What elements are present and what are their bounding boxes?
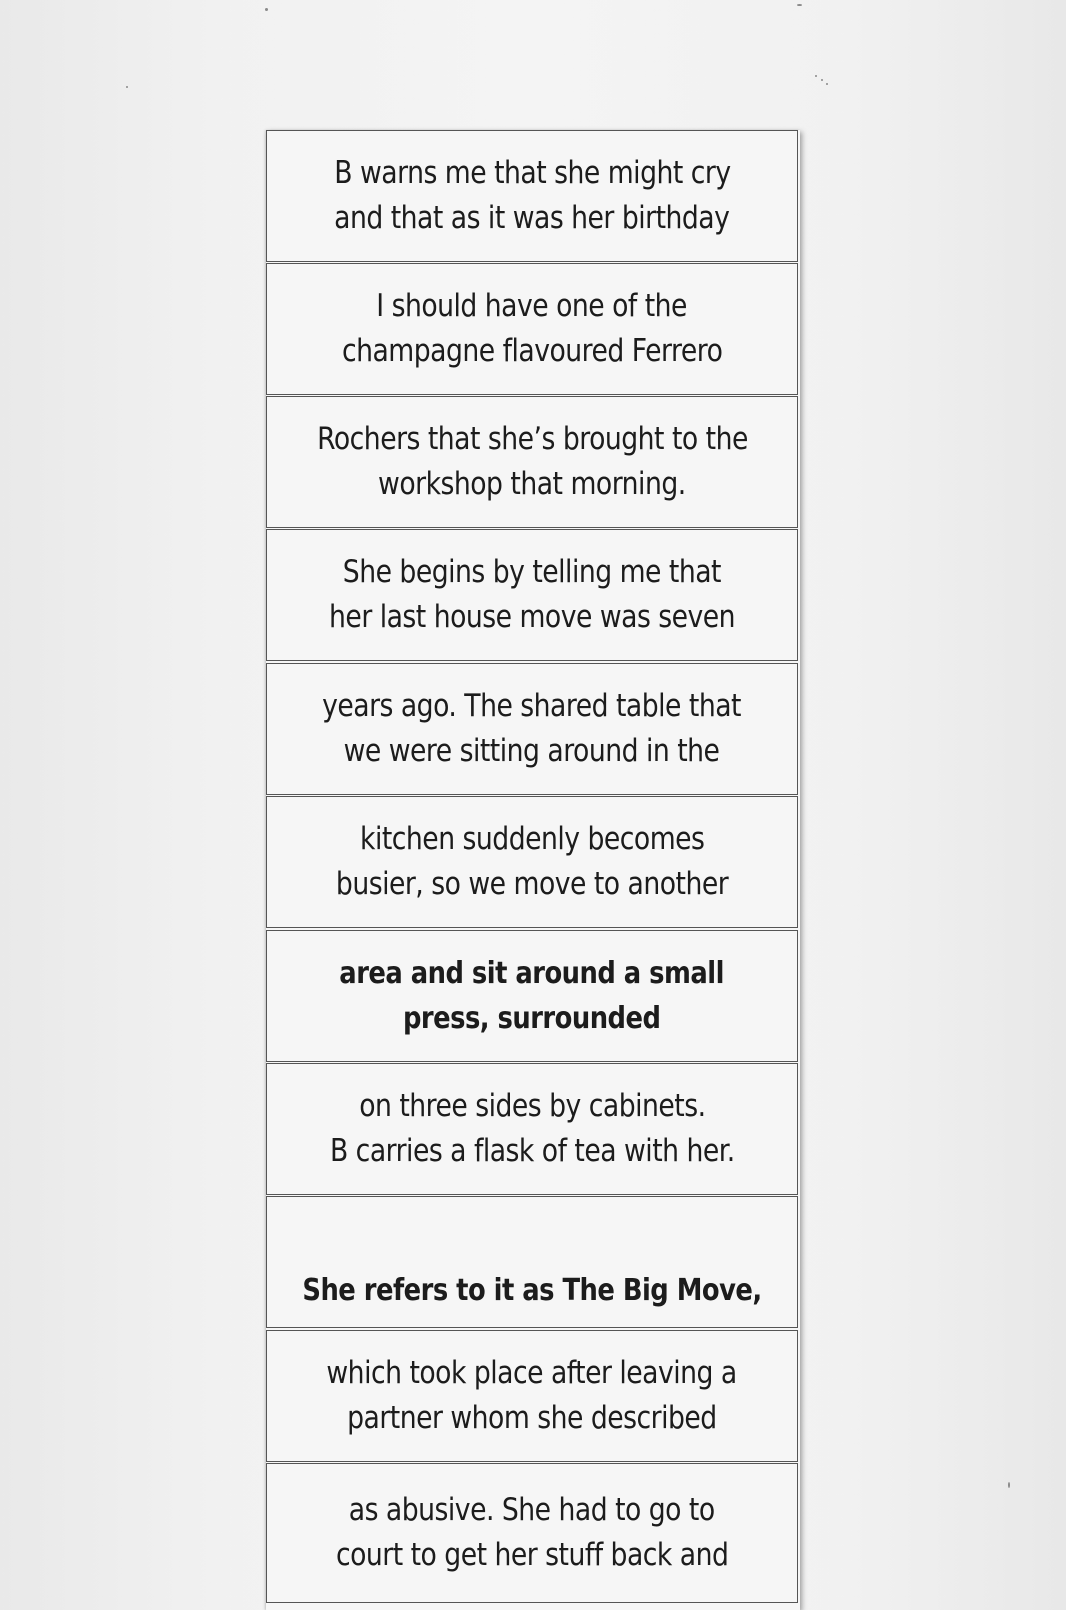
panel-line: her last house move was seven [328,599,735,635]
panel-line: we were sitting around in the [344,733,720,769]
panel-line: and that as it was her birthday [334,200,730,236]
panel-line: B warns me that she might cry [333,155,731,191]
wall-speck [126,86,128,88]
text-panel [266,796,798,928]
text-panel [266,1063,798,1195]
text-panel [266,930,798,1062]
panel-line: She refers to it as The Big Move, [302,1273,762,1308]
panel-line: as abusive. She had to go to [349,1492,715,1528]
panel-line: which took place after leaving a [326,1355,738,1391]
wall-speck [265,8,268,11]
text-panel [266,396,798,528]
panel-line: kitchen suddenly becomes [359,821,705,857]
wall-speck [1008,1482,1010,1488]
text-panel [266,1463,798,1603]
panel-line: years ago. The shared table that [322,688,742,724]
panel-line: busier, so we move to another [335,866,729,902]
text-panel-strip [266,130,800,1610]
panel-line: She begins by telling me that [342,554,722,590]
panel-line: Rochers that she’s brought to the [316,421,748,457]
text-panel [266,529,798,661]
text-panel [266,1196,798,1328]
panel-line: champagne flavoured Ferrero [341,333,723,369]
text-panel [266,263,798,395]
wall-speck [826,83,828,85]
text-panel [266,130,798,262]
panel-line: court to get her stuff back and [335,1537,729,1573]
text-panel [266,1330,798,1462]
wall-speck [797,4,802,6]
panel-line: on three sides by cabinets. [358,1088,706,1124]
panel-line: press, surrounded [403,1001,661,1036]
panel-line: I should have one of the [376,288,688,324]
text-panel [266,663,798,795]
panel-line: workshop that morning. [378,466,686,502]
panel-line: partner whom she described [347,1400,717,1436]
wall-speck [815,75,817,77]
panel-line: B carries a flask of tea with her. [329,1133,735,1169]
wall-speck [821,79,823,81]
panel-line: area and sit around a small [339,956,725,991]
